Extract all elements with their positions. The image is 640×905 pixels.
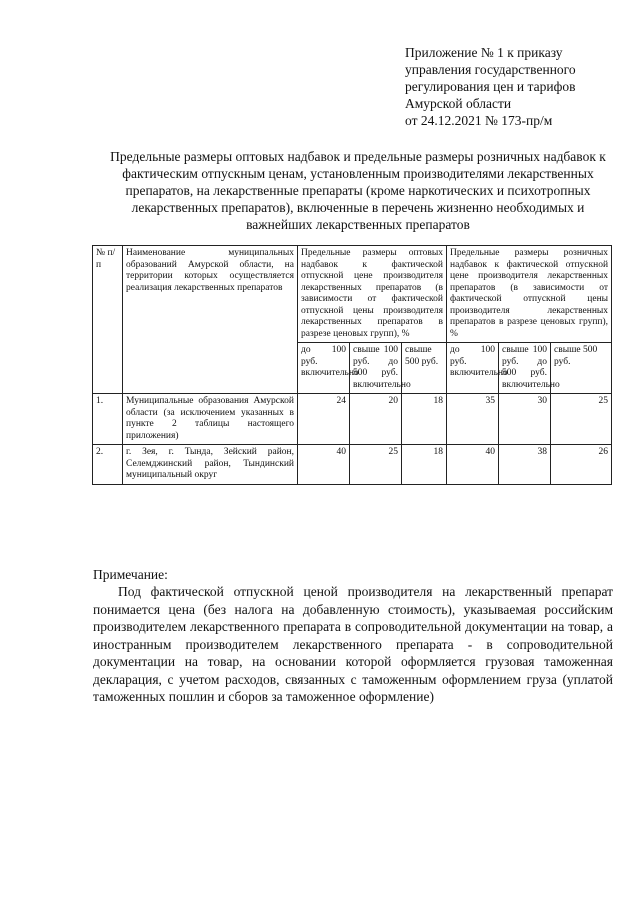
table-header-row (93, 246, 612, 343)
cell-retail-2: 30 (499, 394, 551, 445)
cell-wholesale-1: 40 (298, 445, 350, 485)
cell-retail-1: 40 (447, 445, 499, 485)
appendix-line: Приложение № 1 к приказу (405, 45, 563, 60)
row-name: Муниципальные образования Амурской области (за исключением указанных в пункте 2 таблицы настоящего приложения) (123, 394, 298, 445)
row-num: 1. (93, 394, 123, 445)
cell-retail-3: 25 (551, 394, 612, 445)
document-title: Предельные размеры оптовых надбавок и предельные размеры розничных надбавок к фактическим отпускным ценам, установленным производителями лекарственных препаратов, на лекарственные препараты (кроме наркотических и психотропных лекарственных препаратов), включенные в перечень жизненно необходимых и важнейших лекарственных препаратов (110, 149, 606, 232)
appendix-line: от 24.12.2021 № 173-пр/м (405, 113, 553, 128)
cell-retail-3: 26 (551, 445, 612, 485)
subheader-retail-100-500: свыше 100 руб. до 500 руб. включительно (499, 343, 551, 394)
subheader-retail-over-500: свыше 500 руб. (551, 343, 612, 394)
header-retail: Предельные размеры розничных надбавок к фактической отпускной цене производителя лекарственных препаратов (в зависимости от фактической отпускной цены производителя лекарственных препаратов в разрезе ценовых групп), % (447, 246, 612, 343)
subheader-retail-up-to-100: до 100 руб. включительно (447, 343, 499, 394)
row-name: г. Зея, г. Тында, Зейский район, Селемджинский район, Тындинский муниципальный округ (123, 445, 298, 485)
header-wholesale: Предельные размеры оптовых надбавок к фактической отпускной цене производителя лекарственных препаратов (в зависимости от фактической отпускной цены производителя лекарственных препаратов в разрезе ценовых групп), % (298, 246, 447, 343)
subheader-wholesale-up-to-100: до 100 руб. включительно (298, 343, 350, 394)
cell-wholesale-3: 18 (402, 445, 447, 485)
note-heading: Примечание: (93, 567, 168, 582)
appendix-line: Амурской области (405, 96, 512, 111)
cell-retail-1: 35 (447, 394, 499, 445)
cell-wholesale-2: 20 (350, 394, 402, 445)
markup-table (92, 245, 612, 485)
cell-wholesale-3: 18 (402, 394, 447, 445)
row-num: 2. (93, 445, 123, 485)
subheader-wholesale-100-500: свыше 100 руб. до 500 руб. включительно (350, 343, 402, 394)
cell-wholesale-2: 25 (350, 445, 402, 485)
subheader-wholesale-over-500: свыше 500 руб. (402, 343, 447, 394)
appendix-line: регулирования цен и тарифов (405, 79, 576, 94)
header-name: Наименование муниципальных образований Амурской области, на территории которых осуществляется реализация лекарственных препаратов (123, 246, 298, 394)
table-row (93, 394, 612, 445)
table-row (93, 445, 612, 485)
cell-wholesale-1: 24 (298, 394, 350, 445)
header-num: № п/п (93, 246, 123, 394)
appendix-line: управления государственного (405, 62, 576, 77)
note-text: Под фактической отпускной ценой производителя на лекарственный препарат понимается цена (без налога на добавленную стоимость), указываемая российским производителем лекарственного препарата в сопроводительной документации на товар, а иностранным производителем лекарственного препарата - в сопроводительной документации на товар, на основании которой оформляется грузовая таможенная декларация, с учетом расходов, связанных с таможенным оформлением груза (уплатой таможенных пошлин и сборов за таможенное оформление) (93, 584, 613, 704)
appendix-header (405, 44, 625, 129)
cell-retail-2: 38 (499, 445, 551, 485)
